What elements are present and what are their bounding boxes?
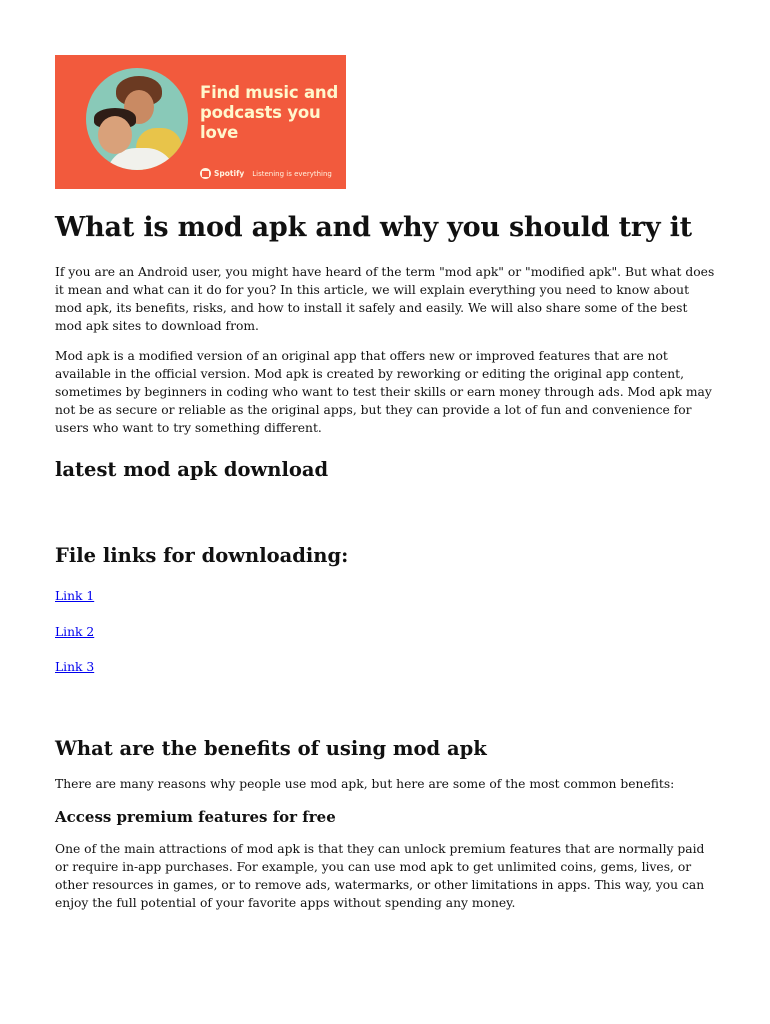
premium-features-paragraph: One of the main attractions of mod apk is that they can unlock premium features that are normally paid or require in-app purchases. For example, you can use mod apk to get unlimited coins, gems, lives, or other resources in games, or to remove ads, watermarks, or other limitations in apps. This way, you can enjoy the full potential of your favorite apps without spending any money. — [55, 842, 705, 910]
spotify-logo-icon — [200, 168, 211, 179]
download-links — [55, 587, 715, 676]
article-title: What is mod apk and why you should try it — [55, 212, 692, 243]
download-link-1[interactable]: Link 1 — [55, 589, 95, 603]
download-link-3[interactable]: Link 3 — [55, 660, 95, 674]
file-links-heading: File links for downloading: — [55, 544, 349, 567]
benefits-heading: What are the benefits of using mod apk — [55, 737, 487, 760]
latest-download-heading: latest mod apk download — [55, 458, 329, 481]
intro-paragraph: If you are an Android user, you might have heard of the term "mod apk" or "modified apk". But what does it mean and what can it do for you? In this article, we will explain everything you need to know about mod apk, its benefits, risks, and how to install it safely and easily. We will also share some of the best mod apk sites to download from. — [55, 265, 715, 333]
spotify-ad-banner[interactable] — [55, 55, 346, 189]
ad-photo — [86, 68, 188, 170]
benefits-intro: There are many reasons why people use mod apk, but here are some of the most common benefits: — [55, 777, 675, 791]
definition-paragraph: Mod apk is a modified version of an original app that offers new or improved features that are not available in the official version. Mod apk is created by reworking or editing the original app content, sometimes by beginners in coding who want to test their skills or earn money through ads. Mod apk may not be as secure or reliable as the original apps, but they can provide a lot of fun and convenience for users who want to try something different. — [55, 349, 712, 435]
ad-tagline: Find music and podcasts you love — [200, 83, 339, 142]
download-link-2[interactable]: Link 2 — [55, 624, 95, 639]
brand-name: Spotify — [214, 169, 245, 178]
premium-features-heading: Access premium features for free — [55, 808, 336, 826]
brand-slogan: Listening is everything — [252, 169, 332, 178]
ad-brand — [200, 168, 332, 179]
article-page — [55, 55, 715, 912]
